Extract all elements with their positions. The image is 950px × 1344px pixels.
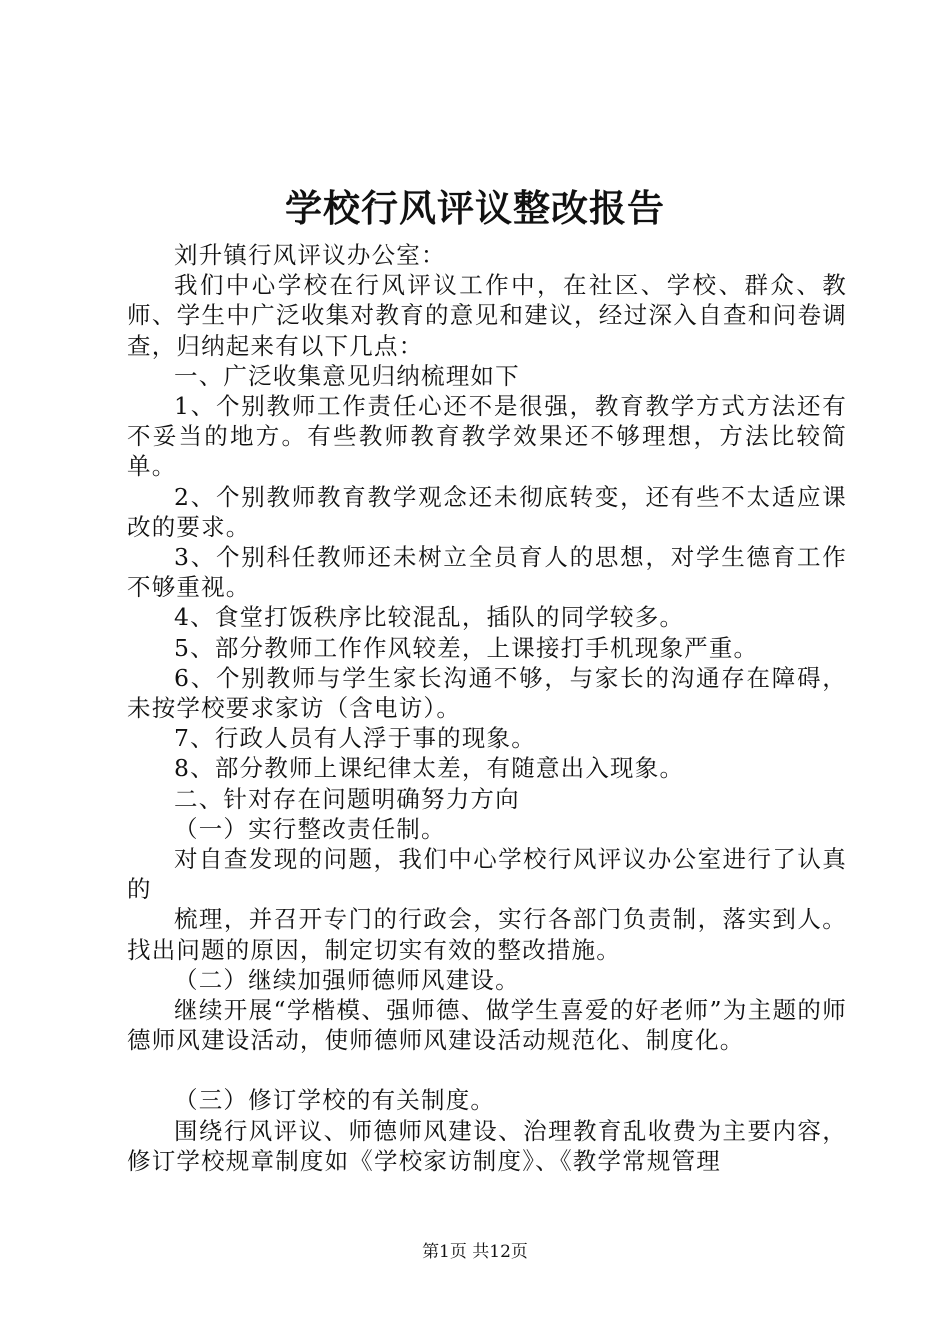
document-title: 学校行风评议整改报告 bbox=[285, 186, 665, 230]
paragraph: 梳理，并召开专门的行政会，实行各部门负责制，落实到人。找出问题的原因，制定切实有效的整改措施。 bbox=[127, 905, 847, 964]
paragraph: 对自查发现的问题，我们中心学校行风评议办公室进行了认真的 bbox=[127, 845, 847, 904]
paragraph: 2、个别教师教育教学观念还未彻底转变，还有些不太适应课改的要求。 bbox=[127, 482, 847, 541]
paragraph: 3、个别科任教师还未树立全员育人的思想，对学生德育工作不够重视。 bbox=[127, 543, 847, 602]
paragraph: 5、部分教师工作作风较差，上课接打手机现象严重。 bbox=[174, 633, 759, 662]
paragraph: （二）继续加强师德师风建设。 bbox=[174, 965, 520, 994]
paragraph: 4、食堂打饭秩序比较混乱，插队的同学较多。 bbox=[174, 603, 685, 632]
paragraph: 刘升镇行风评议办公室： bbox=[174, 241, 446, 269]
paragraph: 我们中心学校在行风评议工作中，在社区、学校、群众、教师、学生中广泛收集对教育的意见和建议，经过深入自查和问卷调查，归纳起来有以下几点： bbox=[127, 271, 847, 360]
paragraph: 继续开展“学楷模、强师德、做学生喜爱的好老师”为主题的师德师风建设活动，使师德师风建设活动规范化、制度化。 bbox=[127, 996, 847, 1055]
paragraph: 7、行政人员有人浮于事的现象。 bbox=[174, 724, 536, 753]
paragraph: 一、广泛收集意见归纳梳理如下 bbox=[174, 361, 520, 390]
paragraph: （一）实行整改责任制。 bbox=[174, 814, 446, 843]
document-body bbox=[127, 240, 847, 1176]
paragraph: 8、部分教师上课纪律太差，有随意出入现象。 bbox=[174, 754, 685, 783]
page-number: 第1页 共12页 bbox=[422, 1242, 528, 1262]
paragraph: 二、针对存在问题明确努力方向 bbox=[174, 784, 520, 813]
paragraph: 1、个别教师工作责任心还不是很强，教育教学方式方法还有不妥当的地方。有些教师教育教学效果还不够理想，方法比较简单。 bbox=[127, 392, 847, 481]
paragraph: 6、个别教师与学生家长沟通不够，与家长的沟通存在障碍，未按学校要求家访（含电访）。 bbox=[127, 663, 847, 723]
paragraph: （三）修订学校的有关制度。 bbox=[174, 1086, 496, 1115]
paragraph: 围绕行风评议、师德师风建设、治理教育乱收费为主要内容，修订学校规章制度如《学校家访制度》、《教学常规管理 bbox=[127, 1116, 847, 1175]
